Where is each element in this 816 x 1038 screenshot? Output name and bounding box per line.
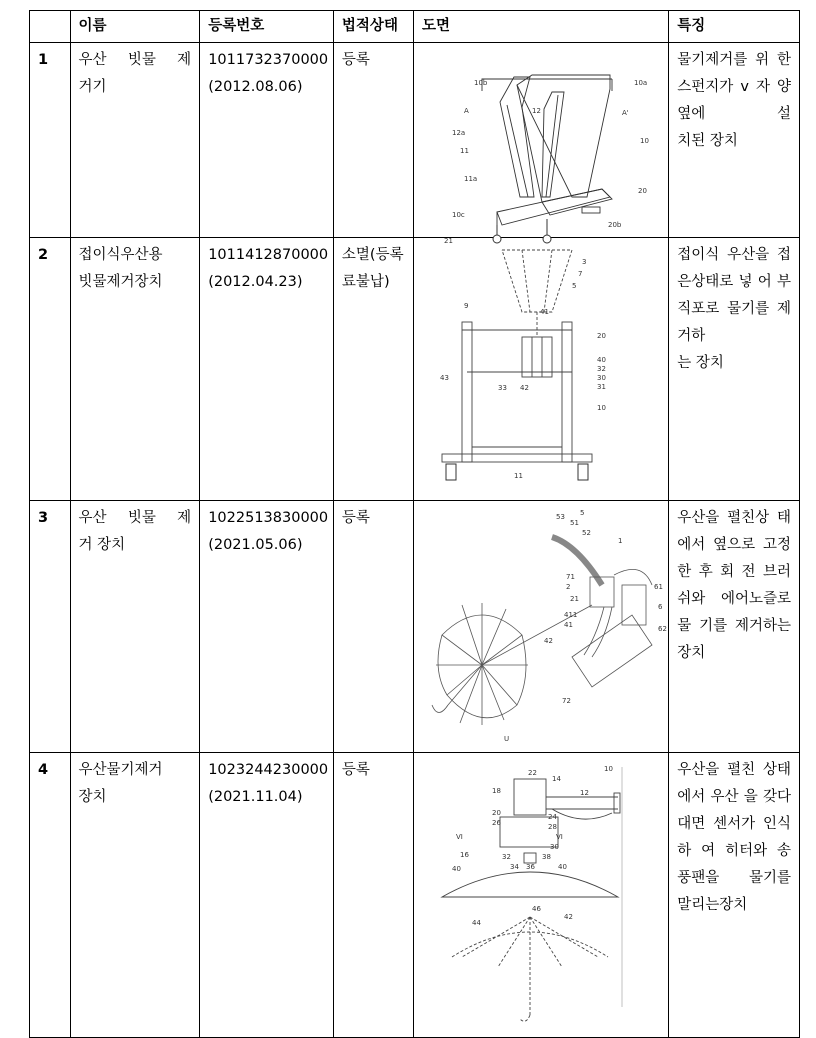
table-row bbox=[30, 501, 800, 753]
drawing-label: 20 bbox=[637, 187, 647, 195]
patent-drawing-cell bbox=[413, 753, 668, 1038]
legal-status: 소멸(등록 료불납) bbox=[333, 238, 413, 501]
drawing-label: 12 bbox=[531, 107, 541, 115]
drawing-label: 32 bbox=[596, 365, 606, 373]
drawing-label: 21 bbox=[569, 595, 579, 603]
drawing-label: 62 bbox=[657, 625, 667, 633]
drawing-label: 10a bbox=[633, 79, 648, 87]
legal-status: 등록 bbox=[333, 43, 413, 238]
row-number: 2 bbox=[30, 238, 71, 501]
patent-drawing-4 bbox=[422, 757, 674, 1033]
drawing-label: 12a bbox=[451, 129, 466, 137]
drawing-label: 30 bbox=[596, 374, 606, 382]
drawing-label: 12 bbox=[579, 789, 589, 797]
drawing-label: 9 bbox=[463, 302, 469, 310]
header-feature: 특징 bbox=[669, 11, 800, 43]
drawing-label: 20 bbox=[491, 809, 501, 817]
drawing-label: U bbox=[503, 735, 510, 743]
drawing-label: 34 bbox=[509, 863, 519, 871]
patent-drawing-cell bbox=[413, 238, 668, 501]
drawing-label: 72 bbox=[561, 697, 571, 705]
drawing-label: VI bbox=[455, 833, 463, 841]
drawing-label: 41 bbox=[563, 621, 573, 629]
drawing-label: 38 bbox=[541, 853, 551, 861]
feature-description: 우산을 펼친 상태에서 우산 을 갖다대면 센서가 인식하 여 히터와 송 풍팬을 물기를 말리는장치 bbox=[669, 753, 800, 1038]
drawing-label: 14 bbox=[551, 775, 561, 783]
legal-status: 등록 bbox=[333, 753, 413, 1038]
drawing-label: 40 bbox=[596, 356, 606, 364]
drawing-label: 26 bbox=[491, 819, 501, 827]
drawing-label: 7 bbox=[577, 270, 583, 278]
drawing-label: 36 bbox=[525, 863, 535, 871]
patent-name: 우산 빗물 제 거기 bbox=[70, 43, 200, 238]
patent-drawing-cell bbox=[413, 43, 668, 245]
drawing-label: 22 bbox=[527, 769, 537, 777]
patent-drawing-cell bbox=[413, 501, 668, 753]
patent-drawing-3 bbox=[422, 505, 674, 748]
drawing-label: 20b bbox=[607, 221, 622, 229]
drawing-label: 6 bbox=[657, 603, 663, 611]
header-reg-no: 등록번호 bbox=[200, 11, 334, 43]
header-name: 이름 bbox=[70, 11, 200, 43]
drawing-label: 5 bbox=[571, 282, 577, 290]
drawing-label: 44 bbox=[471, 919, 481, 927]
drawing-label: 1 bbox=[617, 537, 623, 545]
drawing-label: 10 bbox=[596, 404, 606, 412]
drawing-label: A' bbox=[621, 109, 629, 117]
registration-number: 1011412870000 (2012.04.23) bbox=[200, 238, 334, 501]
drawing-label: 31 bbox=[596, 383, 606, 391]
drawing-label: 21 bbox=[443, 237, 453, 245]
drawing-label: 5 bbox=[579, 509, 585, 517]
drawing-label: 16 bbox=[459, 851, 469, 859]
patent-drawing-1 bbox=[422, 47, 674, 245]
drawing-label: 24 bbox=[547, 813, 557, 821]
table-row bbox=[30, 43, 800, 238]
header-status: 법적상태 bbox=[333, 11, 413, 43]
registration-number: 1022513830000 (2021.05.06) bbox=[200, 501, 334, 753]
feature-description: 물기제거를 위 한 스펀지가 v 자 양옆에 설 치된 장치 bbox=[669, 43, 800, 238]
drawing-label: 11 bbox=[459, 147, 469, 155]
drawing-label: 11a bbox=[463, 175, 478, 183]
drawing-label: 10b bbox=[473, 79, 488, 87]
drawing-label: 42 bbox=[563, 913, 573, 921]
drawing-label: 53 bbox=[555, 513, 565, 521]
drawing-label: 3 bbox=[581, 258, 587, 266]
drawing-label: 40 bbox=[451, 865, 461, 873]
drawing-label: VI bbox=[555, 833, 563, 841]
row-number: 3 bbox=[30, 501, 71, 753]
drawing-label: 40 bbox=[557, 863, 567, 871]
drawing-label: 20 bbox=[596, 332, 606, 340]
drawing-label: 46 bbox=[531, 905, 541, 913]
drawing-label: 42 bbox=[519, 384, 529, 392]
drawing-label: 10 bbox=[603, 765, 613, 773]
registration-number: 1011732370000 (2012.08.06) bbox=[200, 43, 334, 238]
drawing-label: 43 bbox=[439, 374, 449, 382]
patent-name: 접이식우산용 빗물제거장치 bbox=[70, 238, 200, 501]
header-drawing: 도면 bbox=[413, 11, 668, 43]
table-row bbox=[30, 238, 800, 501]
drawing-label: 41 bbox=[539, 308, 549, 316]
table-row bbox=[30, 753, 800, 1038]
drawing-label: 11 bbox=[513, 472, 523, 480]
drawing-label: 10c bbox=[451, 211, 465, 219]
patent-name: 우산 빗물 제 거 장치 bbox=[70, 501, 200, 753]
feature-description: 접이식 우산을 접은상태로 넣 어 부직포로 물기를 제거하 는 장치 bbox=[669, 238, 800, 501]
drawing-label: 42 bbox=[543, 637, 553, 645]
drawing-label: 52 bbox=[581, 529, 591, 537]
drawing-label: A bbox=[463, 107, 469, 115]
row-number: 1 bbox=[30, 43, 71, 238]
drawing-label: 51 bbox=[569, 519, 579, 527]
patent-drawing-2 bbox=[422, 242, 674, 496]
drawing-label: 30 bbox=[549, 843, 559, 851]
patent-name: 우산물기제거 장치 bbox=[70, 753, 200, 1038]
drawing-label: 411 bbox=[563, 611, 578, 619]
drawing-label: 33 bbox=[497, 384, 507, 392]
drawing-label: 32 bbox=[501, 853, 511, 861]
registration-number: 1023244230000 (2021.11.04) bbox=[200, 753, 334, 1038]
legal-status: 등록 bbox=[333, 501, 413, 753]
row-number: 4 bbox=[30, 753, 71, 1038]
drawing-label: 2 bbox=[565, 583, 571, 591]
drawing-label: 18 bbox=[491, 787, 501, 795]
drawing-label: 61 bbox=[653, 583, 663, 591]
patent-table bbox=[29, 10, 800, 1038]
drawing-label: 71 bbox=[565, 573, 575, 581]
drawing-label: 28 bbox=[547, 823, 557, 831]
header-num bbox=[30, 11, 71, 43]
header-row bbox=[30, 11, 800, 43]
drawing-label: 10 bbox=[639, 137, 649, 145]
feature-description: 우산을 펼친상 태에서 옆으로 고정한 후 회 전 브러쉬와 에어노즐로 물 기를 제거하는 장치 bbox=[669, 501, 800, 753]
